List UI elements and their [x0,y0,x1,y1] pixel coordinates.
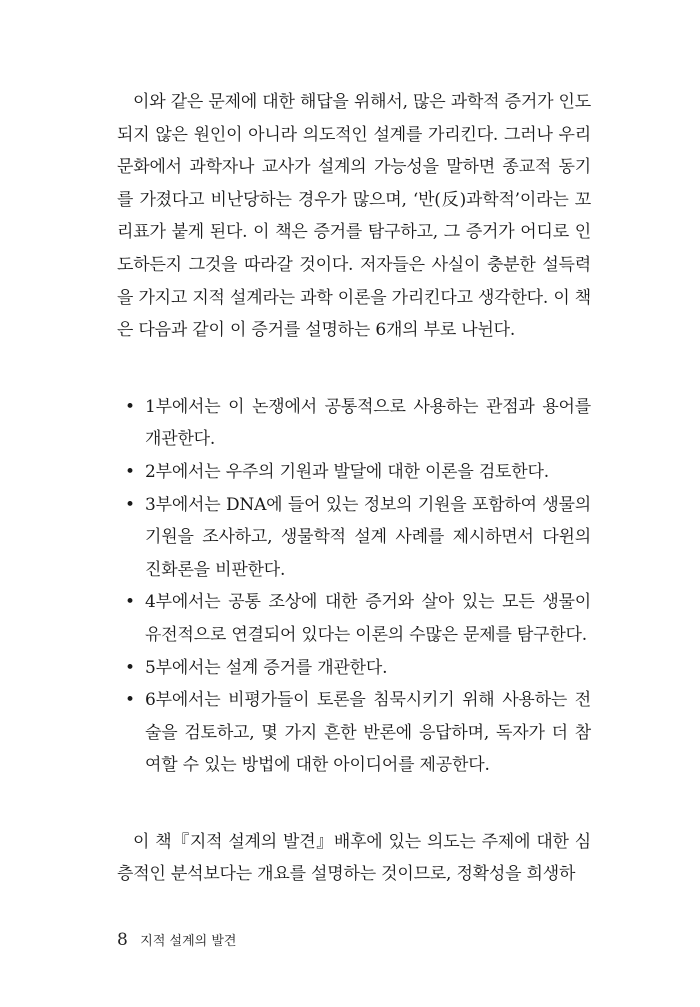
list-item [125,391,591,456]
list-item-text: 3부에서는 DNA에 들어 있는 정보의 기원을 포함하여 생물의 기원을 조사하고, 생물학적 설계 사례를 제시하면서 다윈의 진화론을 비판한다. [145,494,591,580]
list-item-text: 5부에서는 설계 증거를 개관한다. [145,657,388,678]
list-item-text: 2부에서는 우주의 기원과 발달에 대한 이론을 검토한다. [145,461,549,482]
page-content [117,80,591,891]
closing-paragraph: 이 책『지적 설계의 발견』배후에 있는 의도는 주제에 대한 심층적인 분석보다는 개요를 설명하는 것이므로, 정확성을 희생하 [117,831,591,885]
list-item [125,652,591,685]
bullet-marker: • [125,592,135,613]
running-book-title: 지적 설계의 발견 [140,934,237,949]
bullet-marker: • [125,657,135,678]
list-item-text: 4부에서는 공통 조상에 대한 증거와 살아 있는 모든 생물이 유전적으로 연결되어 있다는 이론의 수많은 문제를 탐구한다. [145,592,591,645]
list-item [125,586,591,651]
list-item [125,456,591,489]
bullet-marker: • [125,396,135,417]
page-number: 8 [117,930,128,950]
bullet-marker: • [125,690,135,711]
parts-list [117,391,591,782]
intro-paragraph: 이와 같은 문제에 대한 해답을 위해서, 많은 과학적 증거가 인도되지 않은 원인이 아니라 의도적인 설계를 가리킨다. 그러나 우리 문화에서 과학자나 교사가 설계의 가능성을 말하면 종교적 동기를 가졌다고 비난당하는 경우가 많으며, ‘반(反)과학적’이라는 꼬리표가 붙게 된다. 이 책은 증거를 탐구하고, 그 증거가 어디로 인도하든지 그것을 따라갈 것이다. 저자들은 사실이 충분한 설득력을 가지고 지적 설계라는 과학 이론을 가리킨다고 생각한다. 이 책은 다음과 같이 이 증거를 설명하는 6개의 부로 나뉜다. [117,92,591,341]
list-item [125,489,591,587]
list-item-text: 1부에서는 이 논쟁에서 공통적으로 사용하는 관점과 용어를 개관한다. [145,396,591,450]
list-item [125,684,591,782]
page-footer [117,930,236,950]
bullet-marker: • [125,494,135,515]
bullet-marker: • [125,461,135,482]
list-item-text: 6부에서는 비평가들이 토론을 침묵시키기 위해 사용하는 전술을 검토하고, 몇 가지 흔한 반론에 응답하며, 독자가 더 참여할 수 있는 방법에 대한 아이디어를 제공한다. [145,690,591,776]
